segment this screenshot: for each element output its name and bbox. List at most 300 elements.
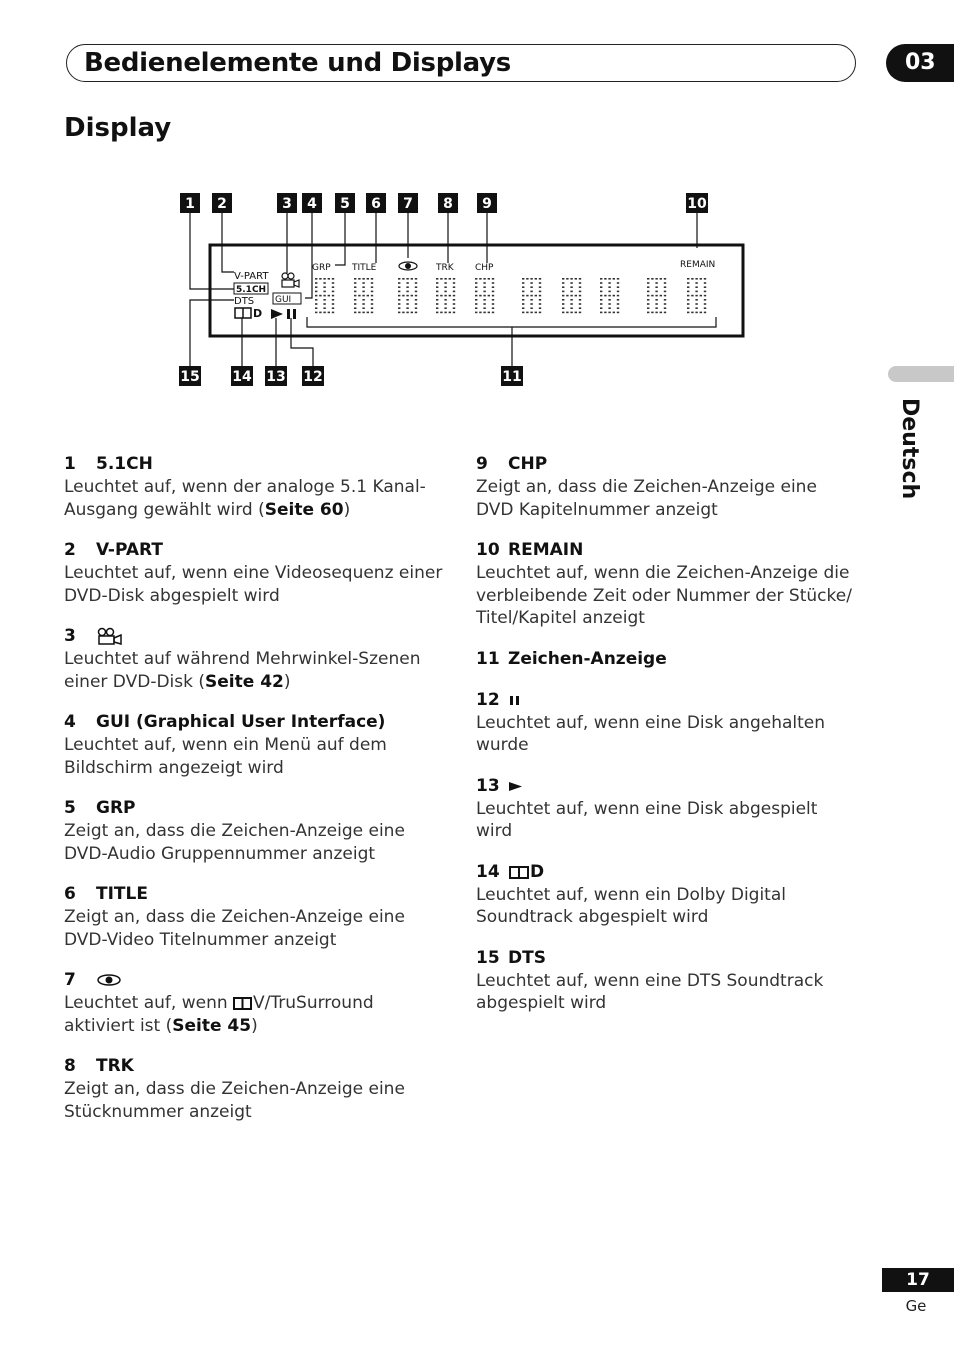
digit-6-dot (579, 299, 581, 301)
digit-5-dot (526, 278, 528, 280)
legend-item-4: 4 GUI (Graphical User Interface) Leuchtet auf, wenn ein Menü auf dem Bildschirm angezeigt wird (64, 712, 387, 778)
callout-bottom-label-1: 14 (232, 369, 252, 385)
digit-1-dot (362, 303, 364, 305)
digit-7-dot (600, 312, 602, 314)
digit-4-dot (488, 295, 490, 297)
digit-8-dot (655, 312, 657, 314)
digit-8-dot (660, 278, 662, 280)
digit-8-dot (651, 295, 653, 297)
digit-3-dot (436, 299, 438, 301)
lcd-surround-icon (399, 262, 417, 270)
digit-6-dot (562, 282, 564, 284)
digit-8-dot (664, 278, 666, 280)
lcd-pause-icon (287, 309, 290, 319)
digit-4-dot (475, 299, 477, 301)
display-diagram (150, 185, 750, 395)
digit-2-dot (406, 299, 408, 301)
section-title: Display (64, 113, 172, 143)
lcd-dts-label: DTS (234, 296, 255, 307)
digit-8-dot (660, 295, 662, 297)
digit-1-dot (362, 291, 364, 293)
digit-1-dot (362, 312, 364, 314)
digit-0-dot (323, 307, 325, 309)
digit-3-dot (444, 291, 446, 293)
digit-8-dot (660, 312, 662, 314)
digit-5-dot (535, 278, 537, 280)
digit-5-dot (530, 278, 532, 280)
digit-2-dot (415, 295, 417, 297)
lcd-chp-label: CHP (475, 263, 494, 273)
digit-9-dot (700, 312, 702, 314)
callout-top-label-9: 10 (687, 196, 707, 212)
camera-icon (96, 627, 124, 645)
digit-5-dot (539, 295, 541, 297)
digit-3-dot (453, 278, 455, 280)
digit-4-dot (475, 295, 477, 297)
digit-9-dot (704, 303, 706, 305)
digit-8-dot (664, 307, 666, 309)
digit-9-dot (695, 307, 697, 309)
digit-1-dot (362, 286, 364, 288)
digit-5-dot (539, 307, 541, 309)
digit-9-dot (700, 278, 702, 280)
legend-item-9: 9 CHP Zeigt an, dass die Zeichen-Anzeige eine DVD Kapitelnummer anzeigt (476, 454, 817, 520)
digit-2-dot (406, 307, 408, 309)
callout-bottom-label-4: 11 (502, 369, 522, 385)
digit-5-dot (539, 282, 541, 284)
callout-bottom-label-0: 15 (180, 369, 200, 385)
digit-4-dot (483, 295, 485, 297)
digit-0-dot (332, 291, 334, 293)
chapter-badge: 03 (886, 44, 954, 82)
digit-8-dot (655, 278, 657, 280)
digit-6-dot (575, 295, 577, 297)
digit-5-dot (530, 286, 532, 288)
callout-bottom-label-2: 13 (266, 369, 286, 385)
digit-1-dot (358, 295, 360, 297)
digit-2-dot (406, 278, 408, 280)
digit-8-dot (647, 278, 649, 280)
digit-4-dot (483, 282, 485, 284)
digit-7-dot (600, 282, 602, 284)
digit-9-dot (687, 312, 689, 314)
digit-3-dot (444, 295, 446, 297)
digit-8-dot (647, 299, 649, 301)
digit-4-dot (479, 278, 481, 280)
digit-0-dot (315, 303, 317, 305)
digit-0-dot (328, 312, 330, 314)
digit-0-dot (332, 312, 334, 314)
digit-9-dot (704, 295, 706, 297)
legend-right-column (476, 452, 856, 1032)
digit-8-dot (664, 303, 666, 305)
digit-7-dot (613, 278, 615, 280)
digit-9-dot (695, 303, 697, 305)
digit-7-dot (613, 312, 615, 314)
digit-7-dot (600, 295, 602, 297)
digit-4-dot (492, 312, 494, 314)
digit-1-dot (371, 295, 373, 297)
character-display (315, 278, 706, 313)
digit-0-dot (323, 291, 325, 293)
digit-9-dot (687, 286, 689, 288)
digit-4-dot (488, 278, 490, 280)
digit-2-dot (415, 282, 417, 284)
digit-1-dot (362, 282, 364, 284)
digit-0-dot (319, 312, 321, 314)
legend-item-15: 15 DTS Leuchtet auf, wenn eine DTS Soundtrack abgespielt wird (476, 947, 824, 1013)
digit-0-dot (323, 299, 325, 301)
digit-2-dot (411, 312, 413, 314)
digit-9-dot (687, 307, 689, 309)
digit-4-dot (483, 286, 485, 288)
digit-8-dot (647, 295, 649, 297)
digit-5-dot (522, 291, 524, 293)
digit-0-dot (332, 303, 334, 305)
digit-0-dot (323, 303, 325, 305)
digit-9-dot (687, 299, 689, 301)
digit-9-dot (687, 291, 689, 293)
digit-5-dot (530, 303, 532, 305)
digit-4-dot (488, 312, 490, 314)
digit-8-dot (655, 286, 657, 288)
digit-0-dot (315, 291, 317, 293)
digit-9-dot (687, 295, 689, 297)
digit-3-dot (444, 286, 446, 288)
digit-1-dot (358, 312, 360, 314)
callout-top-label-6: 7 (403, 196, 413, 212)
digit-1-dot (371, 291, 373, 293)
digit-0-dot (332, 282, 334, 284)
digit-3-dot (449, 295, 451, 297)
digit-6-dot (570, 303, 572, 305)
callout-top-label-7: 8 (443, 196, 453, 212)
digit-9-dot (704, 282, 706, 284)
digit-7-dot (608, 307, 610, 309)
digit-1-dot (371, 299, 373, 301)
digit-0-dot (323, 286, 325, 288)
digit-7-dot (608, 286, 610, 288)
digit-6-dot (570, 295, 572, 297)
digit-4-dot (492, 282, 494, 284)
digit-4-dot (483, 307, 485, 309)
digit-5-dot (535, 295, 537, 297)
digit-7-dot (600, 291, 602, 293)
lcd-vpart-label: V-PART (234, 271, 269, 282)
digit-0-dot (315, 312, 317, 314)
digit-6-dot (570, 286, 572, 288)
digit-4-dot (483, 303, 485, 305)
digit-8-dot (647, 303, 649, 305)
digit-6-dot (570, 312, 572, 314)
digit-4-dot (475, 312, 477, 314)
digit-5-dot (522, 307, 524, 309)
digit-2-dot (398, 282, 400, 284)
digit-3-dot (440, 278, 442, 280)
legend-left-column (64, 452, 444, 1140)
digit-7-dot (617, 282, 619, 284)
digit-2-dot (398, 291, 400, 293)
legend-item-10: 10 REMAIN Leuchtet auf, wenn die Zeichen-Anzeige die verbleibende Zeit oder Nummer der Stücke/ Titel/Kapitel anzeigt (476, 540, 852, 628)
legend-item-3: 3 Leuchtet auf während Mehrwinkel-Szenen einer DVD-Disk (Seite 42) (64, 626, 421, 692)
digit-8-dot (647, 312, 649, 314)
page-language-code: Ge (905, 1297, 927, 1315)
digit-6-dot (570, 278, 572, 280)
digit-7-dot (617, 278, 619, 280)
digit-2-dot (406, 295, 408, 297)
digit-4-dot (479, 295, 481, 297)
header-title: Bedienelemente und Displays (84, 48, 511, 78)
digit-5-dot (526, 295, 528, 297)
lcd-trk-label: TRK (436, 263, 454, 273)
digit-9-dot (687, 282, 689, 284)
digit-3-dot (453, 303, 455, 305)
digit-7-dot (617, 299, 619, 301)
digit-5-dot (539, 303, 541, 305)
digit-1-dot (354, 307, 356, 309)
digit-4-dot (483, 278, 485, 280)
digit-6-dot (579, 303, 581, 305)
digit-1-dot (371, 286, 373, 288)
digit-2-dot (398, 278, 400, 280)
digit-3-dot (444, 312, 446, 314)
digit-0-dot (328, 278, 330, 280)
digit-3-dot (453, 286, 455, 288)
digit-2-dot (415, 307, 417, 309)
digit-1-dot (371, 307, 373, 309)
digit-8-dot (664, 286, 666, 288)
virtual-surround-icon (96, 973, 124, 987)
callout-top-label-5: 6 (371, 196, 381, 212)
digit-8-dot (664, 312, 666, 314)
digit-6-dot (566, 312, 568, 314)
digit-6-dot (566, 295, 568, 297)
digit-1-dot (362, 278, 364, 280)
digit-0-dot (323, 295, 325, 297)
digit-6-dot (562, 291, 564, 293)
digit-8-dot (664, 291, 666, 293)
digit-2-dot (398, 295, 400, 297)
digit-9-dot (704, 312, 706, 314)
digit-2-dot (415, 291, 417, 293)
digit-1-dot (354, 278, 356, 280)
lcd-dolby-icon (235, 308, 251, 318)
digit-7-dot (617, 312, 619, 314)
digit-0-dot (323, 278, 325, 280)
digit-5-dot (539, 278, 541, 280)
digit-5-dot (522, 303, 524, 305)
digit-6-dot (562, 307, 564, 309)
digit-9-dot (695, 291, 697, 293)
top-callouts (180, 193, 708, 213)
digit-2-dot (398, 312, 400, 314)
digit-2-dot (415, 286, 417, 288)
digit-1-dot (354, 299, 356, 301)
digit-4-dot (492, 278, 494, 280)
digit-7-dot (608, 299, 610, 301)
digit-3-dot (453, 307, 455, 309)
lcd-gui-label: GUI (275, 295, 292, 305)
callout-top-label-8: 9 (482, 196, 492, 212)
dolby-icon (508, 865, 530, 879)
digit-6-dot (575, 312, 577, 314)
digit-8-dot (664, 282, 666, 284)
digit-2-dot (398, 286, 400, 288)
digit-8-dot (655, 307, 657, 309)
digit-8-dot (655, 299, 657, 301)
digit-6-dot (562, 312, 564, 314)
callout-top-label-2: 3 (282, 196, 292, 212)
language-tab-bar (888, 366, 954, 382)
digit-9-dot (695, 295, 697, 297)
digit-9-dot (704, 307, 706, 309)
digit-7-dot (617, 295, 619, 297)
digit-7-dot (608, 291, 610, 293)
digit-3-dot (444, 299, 446, 301)
digit-2-dot (406, 282, 408, 284)
digit-9-dot (695, 299, 697, 301)
digit-7-dot (608, 282, 610, 284)
digit-8-dot (655, 291, 657, 293)
digit-4-dot (475, 278, 477, 280)
dolby-icon (233, 996, 253, 1010)
lcd-camera-icon (282, 273, 299, 287)
digit-6-dot (566, 278, 568, 280)
digit-0-dot (315, 295, 317, 297)
digit-2-dot (398, 303, 400, 305)
digit-5-dot (539, 312, 541, 314)
page-number: 17 (882, 1268, 954, 1292)
digit-1-dot (362, 295, 364, 297)
callout-top-label-3: 4 (307, 196, 317, 212)
digit-4-dot (492, 299, 494, 301)
digit-8-dot (664, 299, 666, 301)
digit-8-dot (655, 282, 657, 284)
digit-6-dot (579, 307, 581, 309)
digit-4-dot (492, 295, 494, 297)
digit-1-dot (367, 295, 369, 297)
digit-1-dot (354, 312, 356, 314)
digit-7-dot (608, 312, 610, 314)
digit-0-dot (332, 307, 334, 309)
digit-7-dot (604, 278, 606, 280)
digit-4-dot (483, 299, 485, 301)
digit-3-dot (436, 286, 438, 288)
digit-6-dot (575, 278, 577, 280)
digit-0-dot (332, 299, 334, 301)
digit-6-dot (579, 278, 581, 280)
digit-3-dot (436, 282, 438, 284)
digit-6-dot (579, 295, 581, 297)
digit-9-dot (704, 278, 706, 280)
lcd-51ch-label: 5.1CH (236, 285, 267, 295)
digit-8-dot (647, 282, 649, 284)
digit-8-dot (647, 291, 649, 293)
digit-4-dot (492, 286, 494, 288)
digit-4-dot (475, 282, 477, 284)
digit-2-dot (398, 307, 400, 309)
digit-9-dot (691, 312, 693, 314)
digit-5-dot (530, 312, 532, 314)
digit-2-dot (406, 312, 408, 314)
digit-5-dot (522, 282, 524, 284)
legend-item-14: 14 D Leuchtet auf, wenn ein Dolby Digital Soundtrack abgespielt wird (476, 861, 786, 927)
lcd-grp-label: GRP (312, 263, 331, 273)
digit-5-dot (535, 312, 537, 314)
digit-4-dot (479, 312, 481, 314)
digit-5-dot (522, 312, 524, 314)
legend-item-1: 1 5.1CH Leuchtet auf, wenn der analoge 5.1 Kanal-Ausgang gewählt wird (Seite 60) (64, 454, 426, 520)
digit-4-dot (475, 303, 477, 305)
callout-top-label-4: 5 (340, 196, 350, 212)
digit-3-dot (453, 299, 455, 301)
digit-6-dot (562, 303, 564, 305)
callout-bottom-label-3: 12 (303, 369, 323, 385)
digit-7-dot (604, 295, 606, 297)
digit-5-dot (522, 295, 524, 297)
digit-9-dot (695, 282, 697, 284)
digit-0-dot (315, 307, 317, 309)
callout-top-label-0: 1 (185, 196, 195, 212)
digit-9-dot (691, 278, 693, 280)
digit-7-dot (617, 286, 619, 288)
digit-3-dot (449, 312, 451, 314)
digit-1-dot (354, 291, 356, 293)
digit-3-dot (436, 295, 438, 297)
digit-2-dot (402, 278, 404, 280)
digit-2-dot (406, 303, 408, 305)
digit-2-dot (402, 295, 404, 297)
digit-7-dot (600, 278, 602, 280)
digit-2-dot (398, 299, 400, 301)
digit-6-dot (570, 299, 572, 301)
digit-7-dot (600, 307, 602, 309)
digit-3-dot (440, 295, 442, 297)
digit-0-dot (323, 312, 325, 314)
digit-1-dot (371, 303, 373, 305)
digit-9-dot (687, 303, 689, 305)
digit-9-dot (704, 286, 706, 288)
digit-1-dot (362, 307, 364, 309)
digit-1-dot (371, 278, 373, 280)
digit-3-dot (436, 278, 438, 280)
legend-item-2: 2 V-PART Leuchtet auf, wenn eine Videosequenz einer DVD-Disk abgespielt wird (64, 540, 443, 606)
digit-1-dot (358, 278, 360, 280)
digit-6-dot (579, 282, 581, 284)
digit-3-dot (444, 303, 446, 305)
digit-5-dot (539, 286, 541, 288)
digit-1-dot (354, 295, 356, 297)
digit-9-dot (704, 299, 706, 301)
digit-1-dot (371, 282, 373, 284)
digit-4-dot (475, 307, 477, 309)
digit-8-dot (647, 286, 649, 288)
bottom-callouts (179, 366, 523, 386)
digit-8-dot (651, 312, 653, 314)
digit-0-dot (328, 295, 330, 297)
legend-item-11: 11 Zeichen-Anzeige (476, 648, 667, 669)
digit-9-dot (691, 295, 693, 297)
digit-3-dot (436, 307, 438, 309)
digit-3-dot (453, 295, 455, 297)
digit-5-dot (522, 278, 524, 280)
digit-6-dot (562, 299, 564, 301)
digit-0-dot (315, 286, 317, 288)
digit-4-dot (492, 291, 494, 293)
digit-6-dot (562, 286, 564, 288)
digit-7-dot (608, 303, 610, 305)
callout-top-label-1: 2 (217, 196, 227, 212)
